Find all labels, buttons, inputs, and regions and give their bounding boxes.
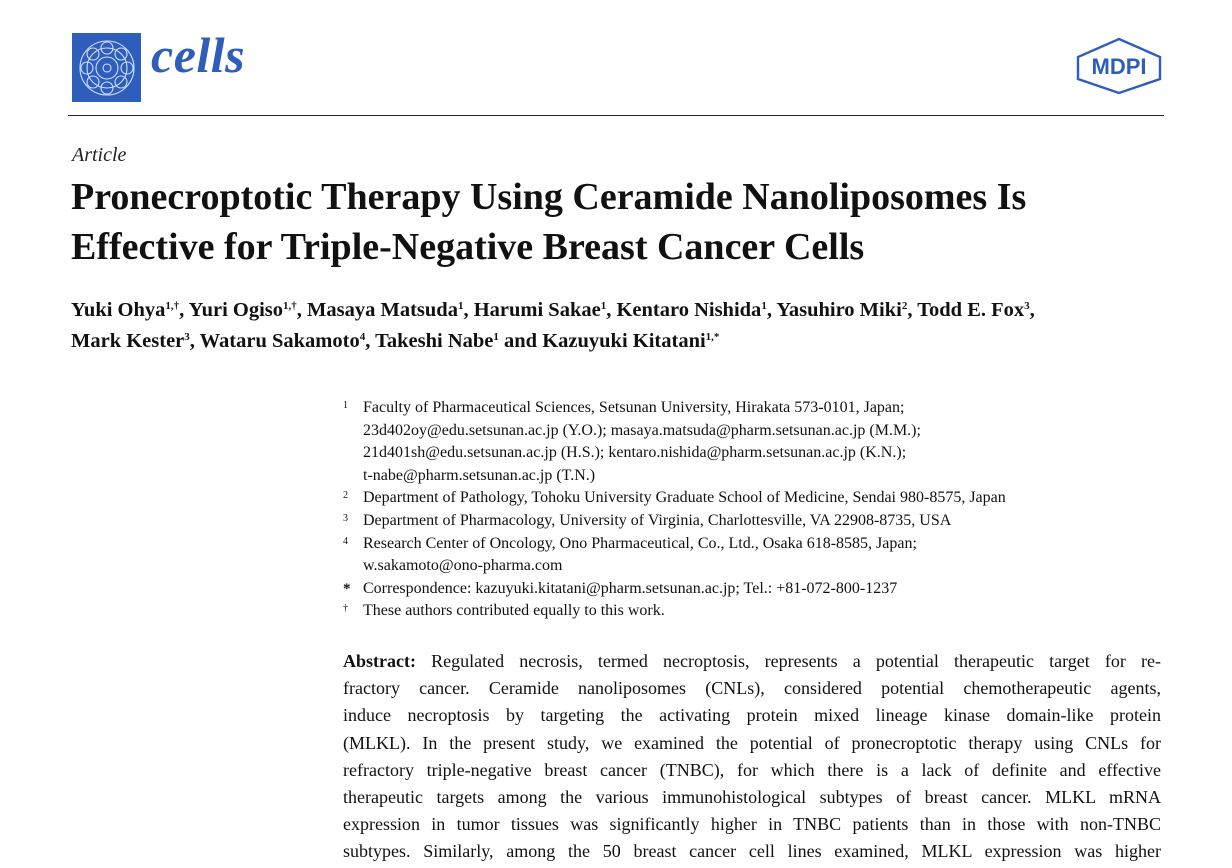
author[interactable]: Yuki Ohya: [71, 299, 166, 321]
abstract-line: subtypes. Similarly, among the 50 breast cancer cell lines examined, MLKL expression was higher: [343, 841, 1161, 862]
affiliation-line: Faculty of Pharmaceutical Sciences, Setsunan University, Hirakata 573-0101, Japan;: [363, 399, 905, 416]
cells-journal-logo-icon: [72, 33, 141, 102]
affiliation-1: [343, 397, 1173, 487]
correspondence: [343, 578, 1173, 601]
author[interactable]: Wataru Sakamoto: [199, 330, 360, 352]
abstract-line: (MLKL). In the present study, we examined the potential of pronecroptotic therapy using CNLs for: [343, 732, 1161, 753]
author[interactable]: Yuri Ogiso: [188, 299, 284, 321]
affiliation-3: [343, 510, 1173, 533]
abstract: [343, 648, 1161, 866]
abstract-label: Abstract:: [343, 651, 416, 671]
author[interactable]: Todd E. Fox: [917, 299, 1025, 321]
author-affiliation-mark: 1,†: [283, 300, 297, 312]
publisher-name: MDPI: [1091, 54, 1147, 79]
abstract-line: [343, 648, 1161, 675]
affiliation-email-line[interactable]: t-nabe@pharm.setsunan.ac.jp (T.N.): [363, 466, 596, 484]
abstract-line: refractory triple-negative breast cancer (TNBC), for which there is a lack of definite and effective: [343, 759, 1161, 780]
author[interactable]: Mark Kester: [71, 330, 185, 352]
title-line-2: Effective for Triple-Negative Breast Cancer Cells: [71, 226, 865, 268]
author[interactable]: Kentaro Nishida: [616, 299, 762, 321]
affiliation-4: [343, 533, 1173, 578]
affiliation-email-line[interactable]: 21d401sh@edu.setsunan.ac.jp (H.S.); kentaro.nishida@pharm.setsunan.ac.jp (K.N.);: [363, 444, 907, 462]
dagger-mark: †: [343, 603, 348, 615]
affiliation-line: Department of Pharmacology, University of Virginia, Charlottesville, VA 22908-8735, USA: [363, 511, 952, 529]
affiliation-line: Research Center of Oncology, Ono Pharmaceutical, Co., Ltd., Osaka 618-8585, Japan;: [363, 534, 917, 552]
author[interactable]: Kazuyuki Kitatani: [542, 330, 706, 352]
affiliation-line: Department of Pathology, Tohoku University Graduate School of Medicine, Sendai 980-8575, Japan: [363, 489, 1006, 507]
author-affiliation-mark: 1: [493, 331, 499, 343]
author-affiliation-mark: 3: [184, 331, 190, 343]
abstract-line: expression in tumor tissues was significantly higher in TNBC patients than in those with non-TNBC: [343, 814, 1161, 835]
equal-contribution-note: [343, 600, 1173, 623]
author-affiliation-mark: 1,*: [705, 331, 720, 343]
affiliation-email-line[interactable]: 23d402oy@edu.setsunan.ac.jp (Y.O.); masaya.matsuda@pharm.setsunan.ac.jp (M.M.);: [363, 421, 921, 439]
equal-contribution-line: These authors contributed equally to this work.: [363, 602, 665, 620]
abstract-line: induce necroptosis by targeting the activating protein mixed lineage kinase domain-like protein: [343, 705, 1161, 726]
affiliations: [343, 397, 1173, 623]
abstract-text: Regulated necrosis, termed necroptosis, represents a potential therapeutic target for re-: [431, 651, 1162, 671]
journal-name: cells: [151, 27, 246, 83]
author-affiliation-mark: 1,†: [165, 300, 180, 312]
abstract-line: therapeutic targets among the various immunohistological subtypes of breast cancer. MLKL mRNA: [343, 787, 1161, 808]
affiliation-email-line[interactable]: w.sakamoto@ono-pharma.com: [363, 557, 563, 575]
correspondence-mark: *: [343, 580, 351, 597]
author[interactable]: Yasuhiro Miki: [776, 299, 902, 321]
author-affiliation-mark: 1: [600, 300, 607, 312]
header-divider: [68, 115, 1164, 116]
affiliation-mark: 4: [343, 535, 348, 547]
author-list: Yuki Ohya$^{1,\dagger}$, Yuri Ogiso$^{1,\dagger}$, Masaya Matsuda$^1$, Harumi Sakae$^1$, Kentaro Nishida$^1$, Yasuhiro Miki$^2$, Todd E. Fox$^3$, Mark Kester$^3$, Wataru Sakamoto$^4$, Takeshi Nabe$^1$ and Kazuyuki Kitatani$^{1,*}$: [71, 299, 1035, 352]
author-affiliation-mark: 1: [457, 300, 464, 312]
article-type: Article: [72, 144, 127, 166]
affiliation-mark: 3: [343, 512, 348, 524]
journal-header: [72, 27, 1164, 102]
mdpi-logo-icon: [1074, 37, 1164, 95]
author-affiliation-mark: 2: [901, 300, 908, 312]
affiliation-2: [343, 487, 1173, 510]
author[interactable]: Masaya Matsuda: [307, 299, 458, 321]
author-affiliation-mark: 4: [359, 331, 366, 343]
author[interactable]: Takeshi Nabe: [375, 330, 494, 352]
author-affiliation-mark: 3: [1024, 300, 1030, 312]
affiliation-mark: 1: [343, 400, 348, 411]
author-affiliation-mark: 1: [761, 300, 767, 312]
article-title: [71, 172, 1171, 272]
author[interactable]: Harumi Sakae: [473, 299, 601, 321]
affiliation-mark: 2: [343, 490, 348, 502]
abstract-line: fractory cancer. Ceramide nanoliposomes (CNLs), considered potential chemotherapeutic agents,: [343, 678, 1161, 699]
correspondence-line[interactable]: Correspondence: kazuyuki.kitatani@pharm.setsunan.ac.jp; Tel.: +81-072-800-1237: [363, 579, 898, 597]
title-line-1: Pronecroptotic Therapy Using Ceramide Nanoliposomes Is: [71, 176, 1027, 218]
